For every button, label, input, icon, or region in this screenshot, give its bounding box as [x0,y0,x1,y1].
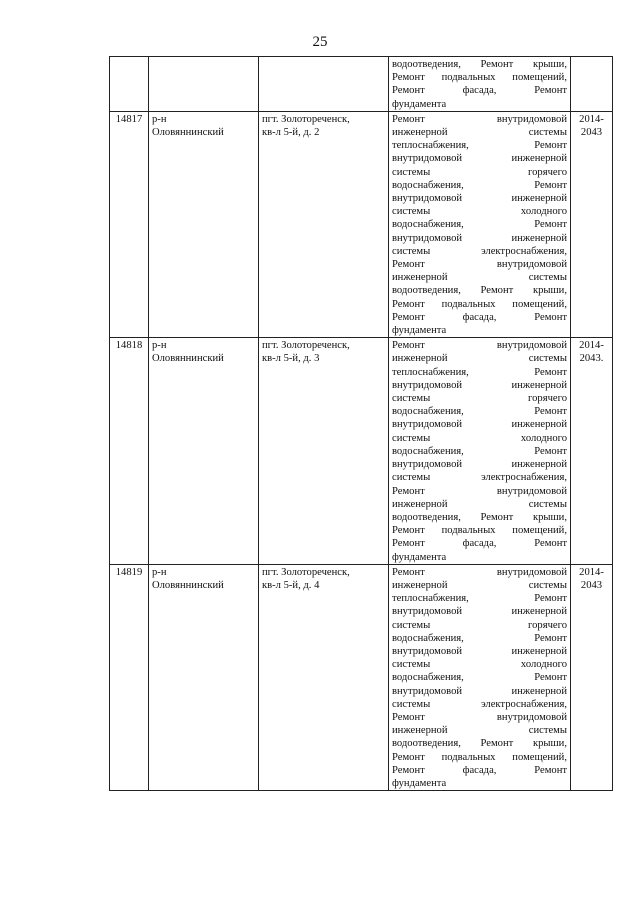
work-line: системы электроснабжения, [392,245,567,257]
work-line: фундамента [392,325,447,337]
address-cell [259,564,389,790]
work-line: Ремонт подвальных помещений, [392,72,567,84]
work-line: Ремонт внутридомовой [392,566,567,578]
work-line: водоснабжения, Ремонт [392,632,567,644]
work-line: системы холодного [392,659,567,671]
work-line: инженерной системы [392,272,567,284]
period-line: 2014- [579,113,604,125]
work-line: внутридомовой инженерной [392,645,567,657]
table-row [110,338,613,564]
district-line: Оловяннинский [152,127,224,139]
work-line: Ремонт фасада, Ремонт [392,764,567,776]
work-line: Ремонт внутридомовой [392,711,567,723]
period-line: 2014- [579,340,604,352]
work-cell [389,564,571,790]
work-line: Ремонт внутридомовой [392,259,567,271]
district-line: р-н [152,340,167,352]
work-line: Ремонт подвальных помещений, [392,298,567,310]
work-line: теплоснабжения, Ремонт [392,140,567,152]
work-line: Ремонт внутридомовой [392,113,567,125]
work-line: внутридомовой инженерной [392,459,567,471]
work-line: системы горячего [392,166,567,178]
address-line: пгт. Золотореченск, [262,340,350,352]
work-line: внутридомовой инженерной [392,419,567,431]
district-line: р-н [152,566,167,578]
work-line: водоснабжения, Ремонт [392,406,567,418]
address-cell [259,338,389,564]
work-cell [389,57,571,112]
work-line: инженерной системы [392,498,567,510]
period-line: 2043 [580,579,603,591]
work-line: водоснабжения, Ремонт [392,672,567,684]
period-cell [571,564,613,790]
work-line: внутридомовой инженерной [392,153,567,165]
work-line: водоотведения, Ремонт крыши, [392,511,567,523]
table-row [110,564,613,790]
district-cell [149,338,259,564]
district-line: р-н [152,113,167,125]
address-cell [259,57,389,112]
district-cell [149,564,259,790]
work-line: инженерной системы [392,353,567,365]
work-line: Ремонт внутридомовой [392,340,567,352]
work-cell [389,338,571,564]
work-line: системы электроснабжения, [392,698,567,710]
work-line: теплоснабжения, Ремонт [392,593,567,605]
work-line: инженерной системы [392,725,567,737]
address-cell [259,111,389,337]
period-line: 2043. [579,353,604,365]
period-line: 2043 [580,127,603,139]
work-line: внутридомовой инженерной [392,606,567,618]
work-line: системы горячего [392,619,567,631]
work-line: Ремонт фасада, Ремонт [392,85,567,97]
work-line: внутридомовой инженерной [392,193,567,205]
district-cell [149,111,259,337]
id-cell: 14818 [110,338,149,564]
address-line: кв-л 5-й, д. 3 [262,353,320,365]
repair-program-table [109,56,613,791]
work-line: Ремонт фасада, Ремонт [392,311,567,323]
work-line: системы электроснабжения, [392,472,567,484]
district-line: Оловяннинский [152,579,224,591]
work-line: водоснабжения, Ремонт [392,219,567,231]
work-line: водоотведения, Ремонт крыши, [392,285,567,297]
work-line: инженерной системы [392,127,567,139]
address-line: кв-л 5-й, д. 4 [262,579,320,591]
work-line: внутридомовой инженерной [392,232,567,244]
work-line: Ремонт внутридомовой [392,485,567,497]
work-line: водоснабжения, Ремонт [392,179,567,191]
work-line: теплоснабжения, Ремонт [392,366,567,378]
table-row [110,111,613,337]
period-cell [571,111,613,337]
district-line: Оловяннинский [152,353,224,365]
work-line: системы холодного [392,432,567,444]
address-line: пгт. Золотореченск, [262,566,350,578]
work-line: системы горячего [392,393,567,405]
address-line: кв-л 5-й, д. 2 [262,127,320,139]
work-line: инженерной системы [392,579,567,591]
period-cell [571,57,613,112]
work-line: внутридомовой инженерной [392,379,567,391]
period-cell [571,338,613,564]
district-cell [149,57,259,112]
table-row-continuation [110,57,613,112]
work-line: фундамента [392,551,447,563]
work-line: водоотведения, Ремонт крыши, [392,738,567,750]
work-line: внутридомовой инженерной [392,685,567,697]
work-line: фундамента [392,98,447,110]
work-line: фундамента [392,777,447,789]
work-line: водоснабжения, Ремонт [392,445,567,457]
work-cell [389,111,571,337]
period-line: 2014- [579,566,604,578]
address-line: пгт. Золотореченск, [262,113,350,125]
work-line: системы холодного [392,206,567,218]
id-cell: 14819 [110,564,149,790]
work-line: Ремонт фасада, Ремонт [392,538,567,550]
page-number: 25 [312,34,328,50]
id-cell [110,57,149,112]
work-line: водоотведения, Ремонт крыши, [392,59,567,70]
work-line: Ремонт подвальных помещений, [392,751,567,763]
id-cell: 14817 [110,111,149,337]
work-line: Ремонт подвальных помещений, [392,525,567,537]
